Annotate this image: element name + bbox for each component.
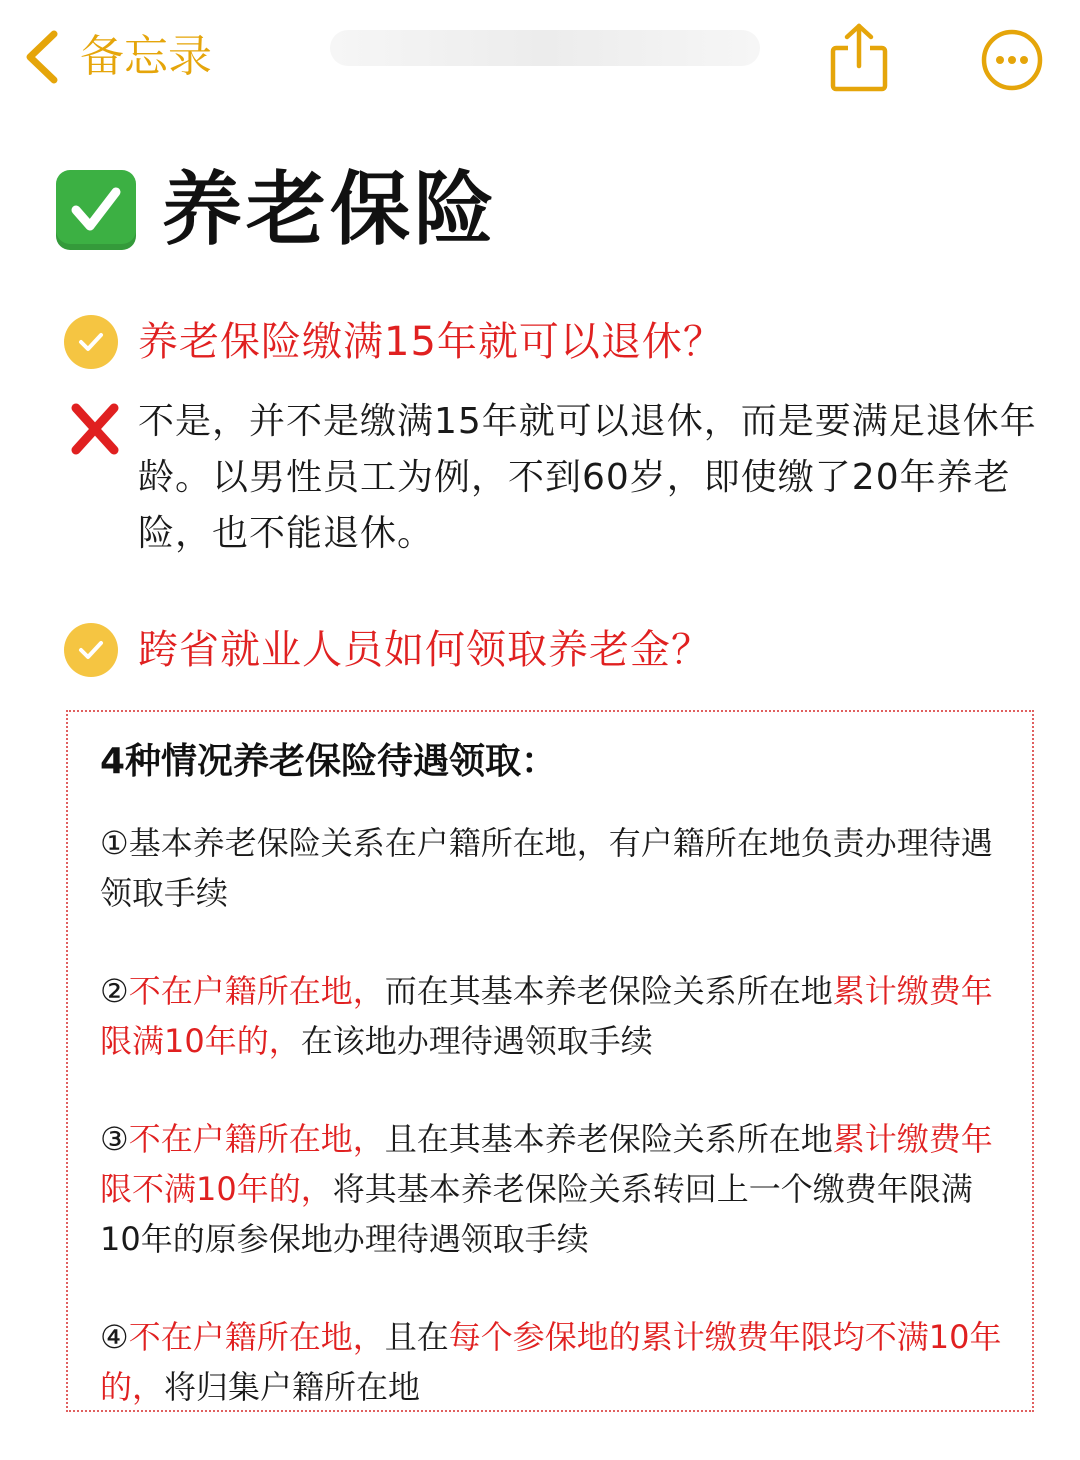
item-text: 将其基本养老保险关系转回上一个缴费年限满10年的原参保地办理待遇领取手续 [100,1170,973,1258]
share-icon[interactable] [828,22,890,94]
yellow-check-icon [64,623,118,677]
item-text: ④ [100,1318,129,1356]
highlighted-text: 每个参保地的累计缴费年限均不满10年的， [100,1318,1002,1406]
list-item [100,1312,1010,1412]
check-mark-button-icon [56,170,136,250]
yellow-check-icon [64,315,118,369]
item-text: ③ [100,1120,129,1158]
note-title-row [56,162,498,258]
blurred-note-date [330,30,760,66]
question-2-text: 跨省就业人员如何领取养老金？ [138,627,712,673]
item-text: 而在其基本养老保险关系所在地 [384,972,833,1010]
item-text: 将归集户籍所在地 [164,1368,421,1406]
highlighted-text: 不在户籍所在地， [128,972,385,1010]
question-2 [64,622,712,678]
back-label: 备忘录 [80,31,212,82]
highlighted-text: 不在户籍所在地， [128,1120,385,1158]
item-text: 且在其基本养老保险关系所在地 [384,1120,833,1158]
list-item [100,818,1010,918]
answer-1-text: 不是，并不是缴满15年就可以退休，而是要满足退休年龄。以男性员工为例，不到60岁，即使缴了20年养老险，也不能退休。 [138,401,1037,554]
highlighted-text: 累计缴费年限不满10年的， [100,1120,993,1208]
item-text: 且在 [384,1318,449,1356]
info-box [66,710,1034,1412]
question-1-text: 养老保险缴满15年就可以退休？ [138,319,724,365]
highlighted-text: 不在户籍所在地， [128,1318,385,1356]
back-button[interactable] [22,28,212,86]
question-1 [64,314,724,370]
list-item [100,1114,1010,1264]
chevron-left-icon [22,28,64,86]
list-item [100,966,1010,1066]
item-text: ①基本养老保险关系在户籍所在地，有户籍所在地负责办理待遇领取手续 [100,824,993,912]
info-box-heading: 4种情况养老保险待遇领取： [100,741,558,782]
info-box-items [100,818,1010,1412]
page-title: 养老保险 [162,163,498,256]
item-text: ② [100,972,129,1010]
highlighted-text: 累计缴费年限满10年的， [100,972,993,1060]
more-icon[interactable] [980,28,1044,92]
item-text: 在该地办理待遇领取手续 [300,1022,653,1060]
navigation-bar [0,0,1080,120]
red-x-icon [70,402,120,456]
answer-1 [70,394,1050,562]
